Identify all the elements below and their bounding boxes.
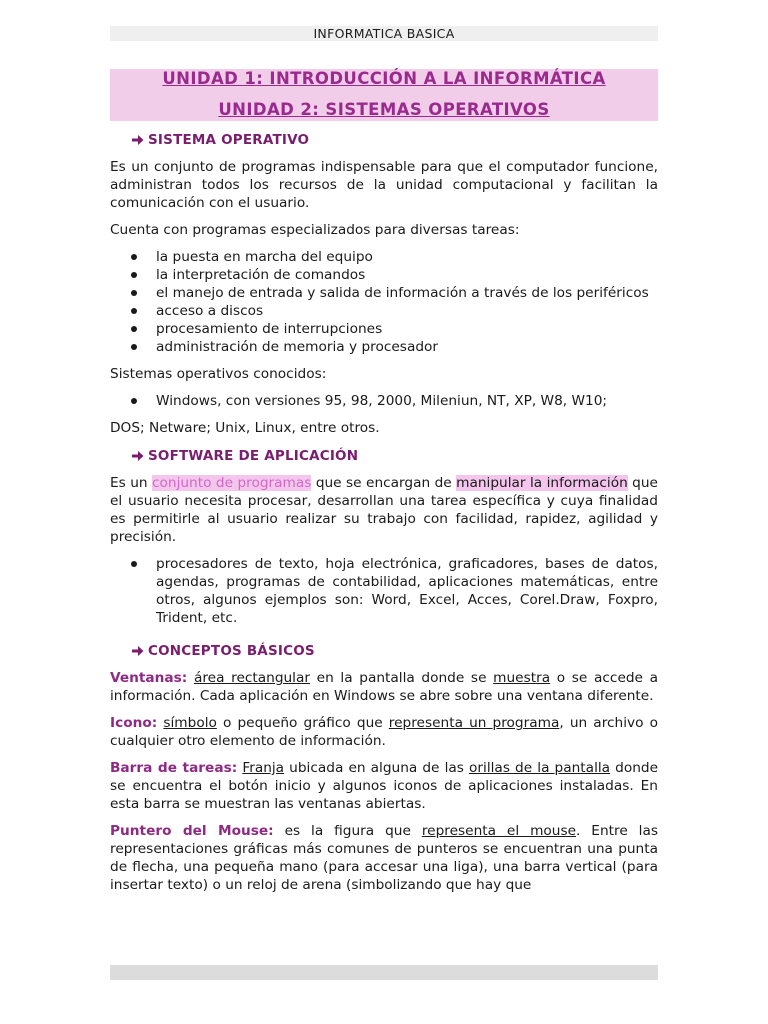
list-item: administración de memoria y procesador [110, 338, 658, 356]
term-barra-tareas: Barra de tareas: [110, 760, 238, 776]
list-item: la interpretación de comandos [110, 266, 658, 284]
so-tasks-list [110, 248, 658, 356]
term-puntero-mouse: Puntero del Mouse: [110, 823, 274, 839]
section-heading-label: CONCEPTOS BÁSICOS [148, 643, 315, 659]
list-item: Windows, con versiones 95, 98, 2000, Mileniun, NT, XP, W8, W10; [110, 392, 658, 410]
document-body [110, 130, 658, 903]
bullet-dot-icon [131, 326, 137, 332]
unit1-title: UNIDAD 1: INTRODUCCIÓN A LA INFORMÁTICA [162, 69, 606, 88]
paragraph-software-definition: Es un conjunto de programas que se encargan de manipular la información que el usuario necesita procesar, desarrollan una tarea específica y cuya finalidad es permitirle al usuario realizar su trabajo con facilidad, rapidez, agilidad y precisión. [110, 475, 658, 545]
paragraph-so-tasks-intro: Cuenta con programas especializados para diversas tareas: [110, 222, 520, 238]
arrow-right-icon [110, 134, 148, 146]
list-item: el manejo de entrada y salida de información a través de los periféricos [110, 284, 658, 302]
definition-ventanas: Ventanas: área rectangular en la pantalla donde se muestra o se accede a información. Cada aplicación en Windows se abre sobre una ventana diferente. [110, 670, 659, 704]
bullet-dot-icon [131, 308, 137, 314]
definition-barra-tareas: Barra de tareas: Franja ubicada en alguna de las orillas de la pantalla donde se encuentra el botón inicio y algunos iconos de aplicaciones instaladas. En esta barra se muestran las ventanas abiertas. [110, 760, 659, 812]
list-item: acceso a discos [110, 302, 658, 320]
section-heading-software-aplicacion [110, 446, 658, 466]
page-header: INFORMATICA BASICA [110, 26, 658, 41]
list-item: la puesta en marcha del equipo [110, 248, 658, 266]
page-footer-bar [110, 965, 658, 980]
section-heading-conceptos-basicos [110, 641, 658, 661]
bullet-dot-icon [131, 344, 137, 350]
unit-title-band [110, 69, 658, 121]
list-item: procesadores de texto, hoja electrónica, graficadores, bases de datos, agendas, programas de contabilidad, aplicaciones matemáticas, entre otros, algunos ejemplos son: Word, Excel, Acces, Corel.Draw, Foxpro, Trident, etc. [110, 555, 658, 627]
list-item: procesamiento de interrupciones [110, 320, 658, 338]
bullet-dot-icon [131, 254, 137, 260]
term-icono: Icono: [110, 715, 158, 731]
unit2-title: UNIDAD 2: SISTEMAS OPERATIVOS [218, 100, 550, 119]
arrow-right-icon [110, 450, 148, 462]
section-heading-label: SISTEMA OPERATIVO [148, 132, 310, 148]
definition-puntero-mouse: Puntero del Mouse: es la figura que representa el mouse. Entre las representaciones gráficas más comunes de punteros se encuentran una punta de flecha, una pequeña mano (para accesar una liga), una barra vertical (para insertar texto) o un reloj de arena (simbolizando que hay que [110, 823, 658, 893]
section-heading-label: SOFTWARE DE APLICACIÓN [148, 448, 359, 464]
bullet-dot-icon [131, 561, 137, 567]
known-os-list [110, 392, 658, 410]
paragraph-known-os-intro: Sistemas operativos conocidos: [110, 366, 327, 382]
paragraph-so-definition: Es un conjunto de programas indispensable para que el computador funcione, administran todos los recursos de la unidad computacional y facilitan la comunicación con el usuario. [110, 159, 658, 211]
bullet-dot-icon [131, 398, 137, 404]
bullet-dot-icon [131, 290, 137, 296]
software-examples-list [110, 555, 658, 627]
highlight-conjunto-programas: conjunto de programas [152, 475, 312, 491]
definition-icono: Icono: símbolo o pequeño gráfico que representa un programa, un archivo o cualquier otro elemento de información. [110, 715, 658, 749]
section-heading-sistema-operativo [110, 130, 658, 150]
arrow-right-icon [110, 645, 148, 657]
highlight-manipular-informacion: manipular la información [456, 475, 628, 491]
paragraph-known-os-others: DOS; Netware; Unix, Linux, entre otros. [110, 420, 380, 436]
term-ventanas: Ventanas: [110, 670, 188, 686]
bullet-dot-icon [131, 272, 137, 278]
